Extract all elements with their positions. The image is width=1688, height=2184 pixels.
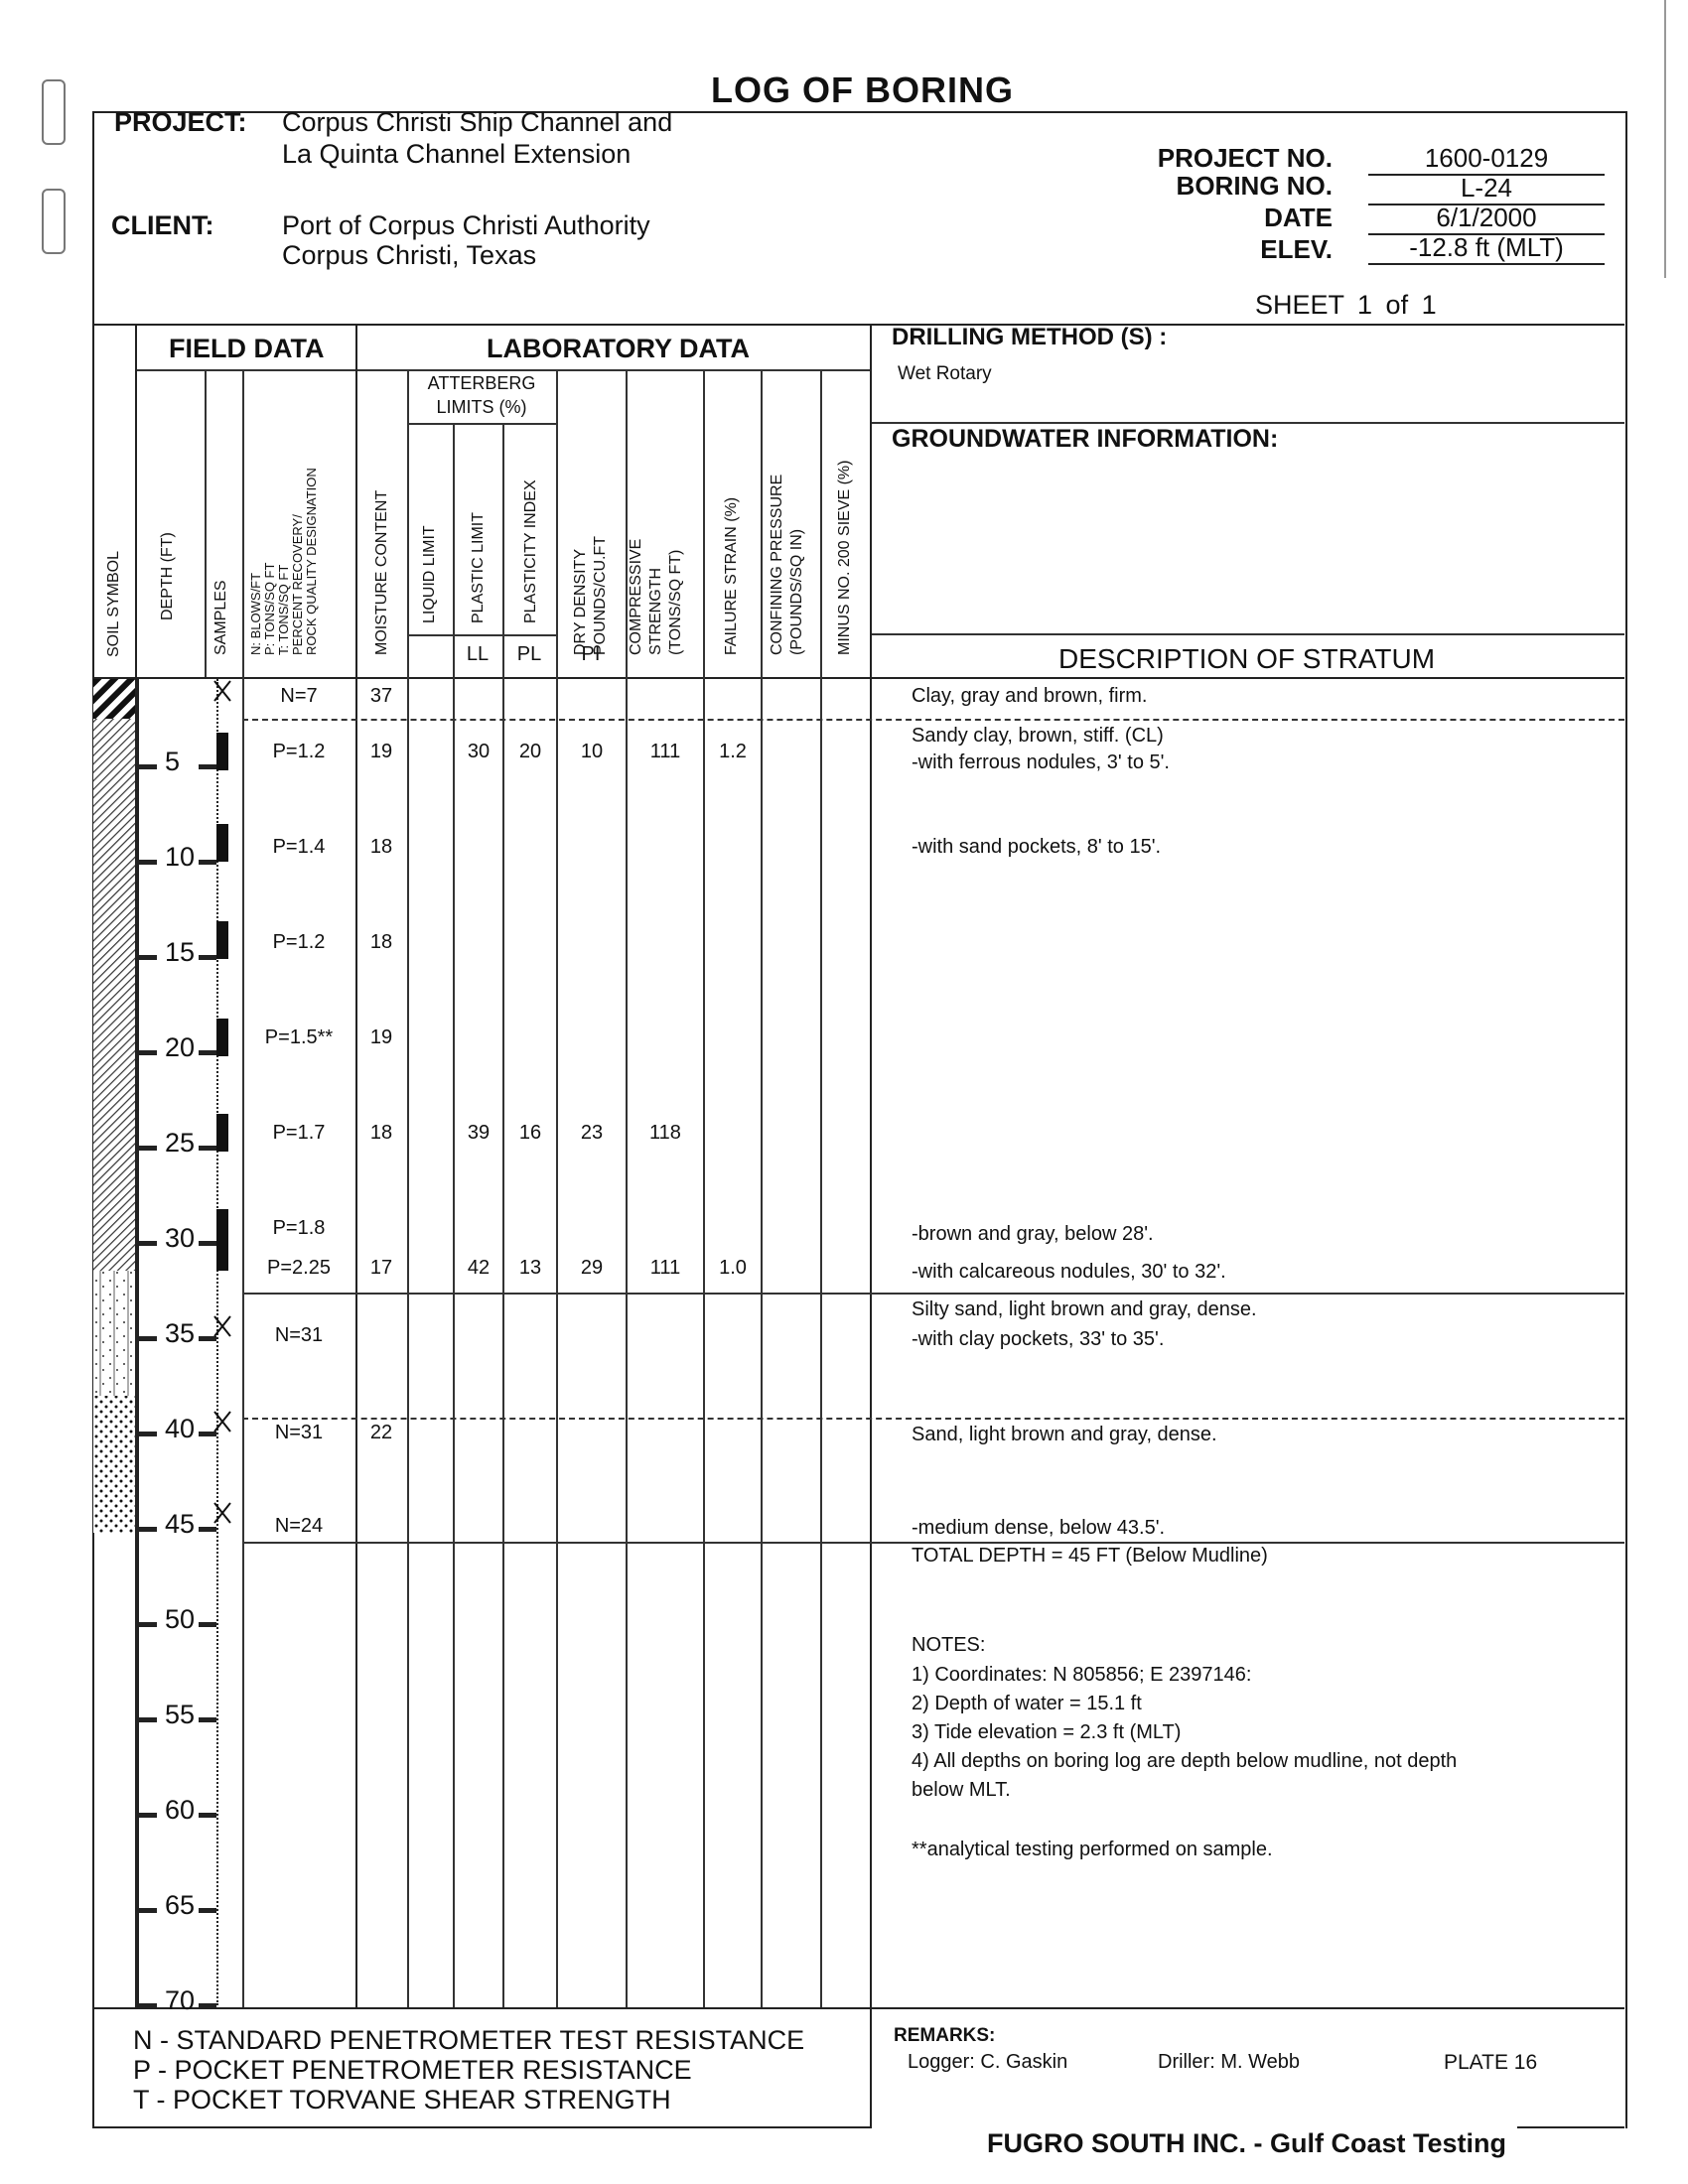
col-line-fs xyxy=(761,369,763,2007)
comp-strength-header-2: STRENGTH xyxy=(647,568,664,655)
groundwater-label: GROUNDWATER INFORMATION: xyxy=(892,425,1279,453)
depth-tick xyxy=(137,1146,157,1151)
desc-line: -with clay pockets, 33' to 35'. xyxy=(912,1328,1165,1350)
table-cell-field: P=1.2 xyxy=(272,741,326,762)
remarks-logger: Logger: C. Gaskin xyxy=(908,2051,1068,2073)
table-cell-mc: 19 xyxy=(369,741,393,762)
table-cell-pi: 10 xyxy=(580,741,604,762)
col-line-samples-b xyxy=(242,369,244,2007)
comp-strength-header-3: (TONS/SQ FT) xyxy=(667,549,684,655)
stratum-boundary-silty-sand xyxy=(242,1293,1624,1295)
blows-header-2: P: TONS/SQ FT xyxy=(262,562,277,655)
depth-tick xyxy=(137,1622,157,1627)
core-sample-mark xyxy=(216,1019,228,1056)
spt-sample-mark xyxy=(214,1412,230,1432)
sample-marks xyxy=(205,679,242,2009)
table-cell-field: N=7 xyxy=(280,685,318,707)
table-cell-ll: 30 xyxy=(467,741,491,762)
table-cell-mc: 17 xyxy=(369,1257,393,1279)
drilling-divider xyxy=(872,422,1624,424)
table-cell-cs: 1.0 xyxy=(719,1257,747,1279)
depth-label: 55 xyxy=(165,1700,196,1729)
depth-tick xyxy=(137,860,157,865)
table-cell-dd: 111 xyxy=(649,741,681,762)
table-cell-field: P=2.25 xyxy=(267,1257,331,1279)
samples-header: SAMPLES xyxy=(212,580,229,655)
description-divider xyxy=(872,633,1624,635)
company-footer: FUGRO SOUTH INC. - Gulf Coast Testing xyxy=(987,2128,1506,2158)
atterberg-line xyxy=(407,423,556,425)
soil-symbol-header: SOIL SYMBOL xyxy=(105,551,122,657)
project-line-2: La Quinta Channel Extension xyxy=(282,139,632,169)
page-title: LOG OF BORING xyxy=(711,69,1014,110)
core-sample-mark xyxy=(216,733,228,770)
desc-line: Sand, light brown and gray, dense. xyxy=(912,1424,1217,1445)
project-label: PROJECT: xyxy=(114,107,247,137)
note-2: 2) Depth of water = 15.1 ft xyxy=(912,1693,1142,1714)
soil-fill-sand xyxy=(93,1396,135,1533)
elev-value: -12.8 ft (MLT) xyxy=(1368,232,1605,265)
depth-tick xyxy=(137,1813,157,1818)
legend-n: N - STANDARD PENETROMETER TEST RESISTANCE xyxy=(133,2025,805,2055)
table-cell-mc: 19 xyxy=(369,1026,393,1048)
minus200-header: MINUS NO. 200 SIEVE (%) xyxy=(836,460,853,655)
date-label: DATE xyxy=(1264,203,1333,232)
drilling-method-value: Wet Rotary xyxy=(898,363,992,384)
ll-abbrev: LL xyxy=(466,643,490,665)
date-value: 6/1/2000 xyxy=(1368,203,1605,235)
depth-label: 40 xyxy=(165,1414,196,1443)
depth-tick xyxy=(137,1432,157,1436)
table-cell-field: P=1.4 xyxy=(272,836,326,858)
table-cell-mc: 22 xyxy=(369,1422,393,1443)
failure-strain-header: FAILURE STRAIN (%) xyxy=(723,496,740,655)
comp-strength-header-1: COMPRESSIVE xyxy=(628,538,644,655)
depth-label: 15 xyxy=(165,937,196,967)
spt-sample-mark xyxy=(214,681,230,701)
client-line-2: Corpus Christi, Texas xyxy=(282,240,537,270)
table-cell-pi: 29 xyxy=(580,1257,604,1279)
note-4b: below MLT. xyxy=(912,1779,1011,1801)
table-cell-pl: 16 xyxy=(518,1122,542,1144)
field-header-line xyxy=(135,369,870,371)
core-sample-mark xyxy=(216,824,228,862)
desc-line: Sandy clay, brown, stiff. (CL) xyxy=(912,725,1164,747)
pl-abbrev: PL xyxy=(516,643,542,665)
table-cell-field: N=31 xyxy=(274,1422,324,1443)
client-line-1: Port of Corpus Christi Authority xyxy=(282,210,650,240)
depth-label: 50 xyxy=(165,1604,196,1634)
legend-t: T - POCKET TORVANE SHEAR STRENGTH xyxy=(133,2085,671,2115)
depth-label: 5 xyxy=(165,747,181,776)
blows-header-4: PERCENT RECOVERY/ xyxy=(290,514,305,655)
confining-header-1: CONFINING PRESSURE xyxy=(769,474,785,655)
sheet-number: SHEET 1 of 1 xyxy=(1255,290,1437,320)
blows-header-5: ROCK QUALITY DESIGNATION xyxy=(304,468,319,655)
client-label: CLIENT: xyxy=(111,210,214,240)
stratum-boundary-sand xyxy=(242,1418,1624,1420)
abbrev-line xyxy=(407,634,556,636)
depth-label: 45 xyxy=(165,1509,196,1539)
depth-label: 70 xyxy=(165,1985,196,2015)
frame-bottom-right xyxy=(1517,2126,1624,2128)
note-4a: 4) All depths on boring log are depth below mudline, not depth xyxy=(912,1750,1458,1772)
table-cell-dd: 118 xyxy=(649,1122,681,1144)
depth-label: 10 xyxy=(165,842,196,872)
boring-no-label: BORING NO. xyxy=(1176,171,1333,201)
plastic-limit-header: PLASTIC LIMIT xyxy=(470,511,487,623)
frame-bottom-left xyxy=(92,2126,872,2128)
stratum-boundary-clay xyxy=(242,719,1624,721)
project-line-1: Corpus Christi Ship Channel and xyxy=(282,107,673,137)
desc-line: -with calcareous nodules, 30' to 32'. xyxy=(912,1261,1226,1283)
desc-line: Clay, gray and brown, firm. xyxy=(912,685,1148,707)
remarks-label: REMARKS: xyxy=(894,2025,996,2046)
table-cell-field: P=1.7 xyxy=(272,1122,326,1144)
total-depth-line xyxy=(242,1542,1624,1544)
project-no-label: PROJECT NO. xyxy=(1157,143,1333,173)
blows-header-3: T: TONS/SQ FT xyxy=(276,564,291,655)
core-samples xyxy=(216,733,228,1271)
depth-header: DEPTH (FT) xyxy=(159,532,176,620)
depth-label: 60 xyxy=(165,1795,196,1825)
notes-label: NOTES: xyxy=(912,1634,986,1656)
project-no-value: 1600-0129 xyxy=(1368,143,1605,176)
table-cell-field: P=1.8 xyxy=(272,1217,326,1239)
table-cell-ll: 39 xyxy=(467,1122,491,1144)
desc-line: -medium dense, below 43.5'. xyxy=(912,1517,1166,1539)
depth-tick xyxy=(137,1908,157,1913)
table-cell-mc: 18 xyxy=(369,931,393,953)
table-cell-mc: 18 xyxy=(369,1122,393,1144)
depth-tick xyxy=(137,1336,157,1341)
table-cell-field: N=24 xyxy=(274,1515,324,1537)
soil-fill-silty-sand xyxy=(93,1271,135,1396)
blows-header-1: N: BLOWS/FT xyxy=(248,572,263,655)
desc-line: Silty sand, light brown and gray, dense. xyxy=(912,1298,1257,1320)
legend-top-line xyxy=(92,2007,1624,2009)
dry-density-header-1: DRY DENSITY xyxy=(572,549,589,655)
col-line-samples-a xyxy=(205,369,207,677)
moisture-header: MOISTURE CONTENT xyxy=(373,489,390,655)
col-line-description xyxy=(870,324,872,2126)
binder-hole-mark xyxy=(42,79,66,145)
spt-sample-mark xyxy=(214,1316,230,1336)
core-sample-mark xyxy=(216,1209,228,1271)
depth-tick xyxy=(137,764,157,769)
description-header: DESCRIPTION OF STRATUM xyxy=(1058,643,1436,674)
table-cell-pl: 13 xyxy=(518,1257,542,1279)
limits-header: LIMITS (%) xyxy=(436,397,527,417)
table-top-line xyxy=(92,324,1624,326)
plate-number: PLATE 16 xyxy=(1444,2051,1538,2074)
remarks-driller: Driller: M. Webb xyxy=(1158,2051,1300,2073)
note-3: 3) Tide elevation = 2.3 ft (MLT) xyxy=(912,1721,1182,1743)
table-cell-field: P=1.5** xyxy=(264,1026,334,1048)
log-frame xyxy=(92,111,1627,2128)
table-cell-mc: 18 xyxy=(369,836,393,858)
data-start-line xyxy=(92,677,1624,679)
depth-tick xyxy=(137,1050,157,1055)
table-cell-pi: 23 xyxy=(580,1122,604,1144)
spt-sample-mark xyxy=(214,1503,230,1523)
drilling-method-label: DRILLING METHOD (S) : xyxy=(892,324,1168,350)
col-line-cp xyxy=(820,369,822,2007)
depth-tick xyxy=(137,2003,157,2008)
note-5: **analytical testing performed on sample. xyxy=(912,1839,1273,1860)
table-cell-field: P=1.2 xyxy=(272,931,326,953)
table-cell-mc: 37 xyxy=(369,685,393,707)
col-line-field xyxy=(355,324,357,2007)
legend-p: P - POCKET PENETROMETER RESISTANCE xyxy=(133,2055,692,2085)
core-sample-mark xyxy=(216,1114,228,1152)
lab-data-header: LABORATORY DATA xyxy=(487,334,750,363)
col-line-mc xyxy=(407,369,409,2007)
confining-header-2: (POUNDS/SQ IN) xyxy=(788,528,805,655)
depth-tick xyxy=(137,1717,157,1722)
desc-line: -brown and gray, below 28'. xyxy=(912,1223,1154,1245)
boring-no-value: L-24 xyxy=(1368,173,1605,205)
soil-fill-clay xyxy=(93,679,135,719)
depth-label: 35 xyxy=(165,1318,196,1348)
col-line-cs xyxy=(703,369,705,2007)
soil-column xyxy=(93,679,135,1533)
col-line-pi xyxy=(556,369,558,2007)
desc-line: TOTAL DEPTH = 45 FT (Below Mudline) xyxy=(912,1545,1268,1567)
table-cell-pl: 20 xyxy=(518,741,542,762)
liquid-limit-header: LIQUID LIMIT xyxy=(421,525,438,623)
depth-axis xyxy=(137,679,139,2005)
desc-line: -with ferrous nodules, 3' to 5'. xyxy=(912,751,1170,773)
depth-tick xyxy=(137,955,157,960)
depth-tick xyxy=(137,1241,157,1246)
elev-label: ELEV. xyxy=(1260,234,1333,264)
field-data-header: FIELD DATA xyxy=(169,334,325,363)
right-edge-line xyxy=(1664,0,1666,278)
soil-fill-sandy-clay xyxy=(93,719,135,1271)
depth-tick xyxy=(137,1527,157,1532)
pi-abbrev: PI xyxy=(581,643,601,665)
depth-label: 65 xyxy=(165,1890,196,1920)
depth-label: 20 xyxy=(165,1032,196,1062)
depth-label: 30 xyxy=(165,1223,196,1253)
dry-density-header-2: POUNDS/CU.FT xyxy=(592,536,609,655)
desc-line: -with sand pockets, 8' to 15'. xyxy=(912,836,1162,858)
plasticity-index-header: PLASTICITY INDEX xyxy=(522,479,539,623)
table-cell-field: N=31 xyxy=(274,1324,324,1346)
table-cell-dd: 111 xyxy=(649,1257,681,1279)
atterberg-header: ATTERBERG xyxy=(427,373,536,393)
core-sample-mark xyxy=(216,921,228,959)
table-cell-cs: 1.2 xyxy=(719,741,747,762)
binder-hole-mark xyxy=(42,189,66,254)
spt-samples xyxy=(214,681,230,1523)
table-cell-ll: 42 xyxy=(467,1257,491,1279)
depth-label: 25 xyxy=(165,1128,196,1158)
note-1: 1) Coordinates: N 805856; E 2397146: xyxy=(912,1664,1252,1686)
